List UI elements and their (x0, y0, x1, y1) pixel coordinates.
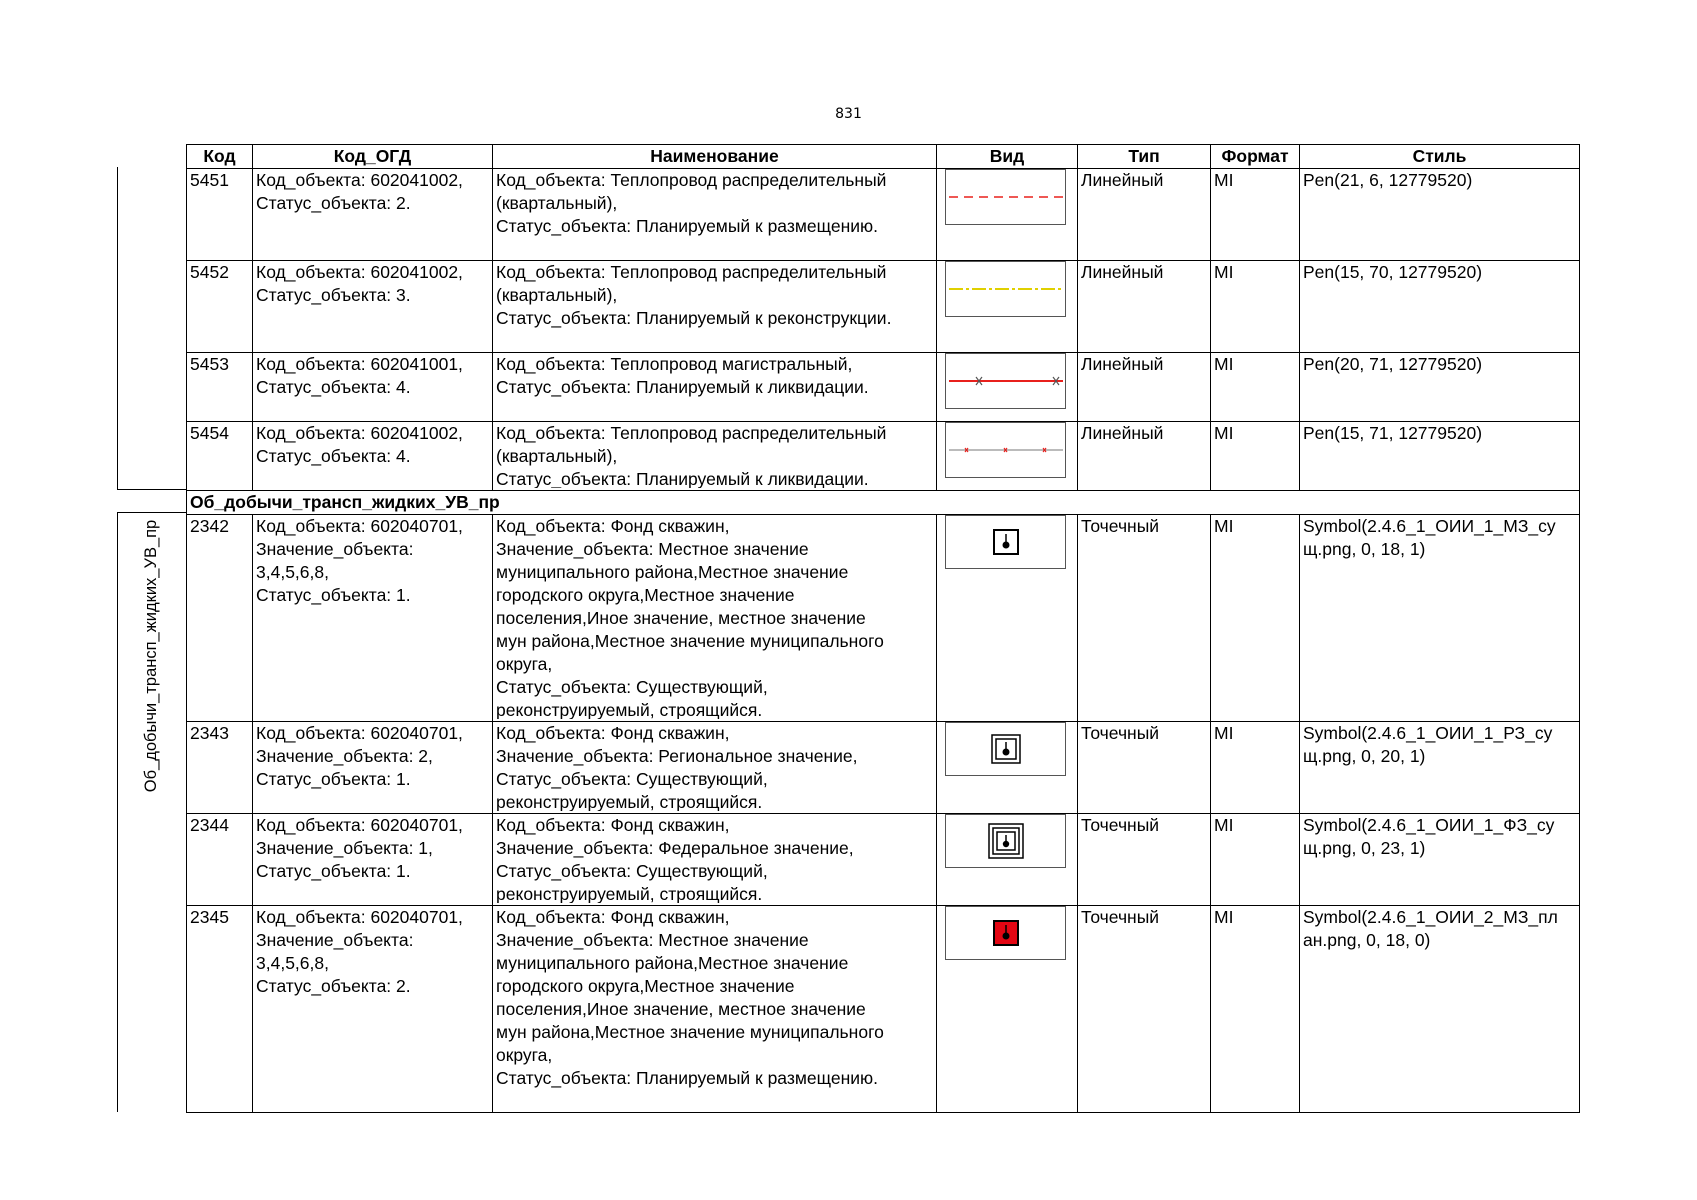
row-ogd: Код_объекта: 602041002, Статус_объекта: 2. (256, 170, 463, 213)
row-name: Код_объекта: Фонд скважин, Значение_объекта: Местное значение муниципального района,Местное значение городского округа,Местное значение поселения,Иное значение, местное значение мун района,Местное значение муниципального округа, Статус_объекта: Существующий, реконструируемый, строящийся. (496, 516, 884, 719)
row-name: Код_объекта: Теплопровод магистральный, Статус_объекта: Планируемый к ликвидации. (496, 354, 869, 397)
row-type: Точечный (1081, 516, 1160, 536)
row-style: Pen(20, 71, 12779520) (1303, 354, 1483, 374)
row-format: MI (1214, 723, 1234, 743)
header-style: Стиль (1300, 145, 1580, 169)
row-name: Код_объекта: Фонд скважин, Значение_объекта: Местное значение муниципального района,Местное значение городского округа,Местное значение поселения,Иное значение, местное значение мун района,Местное значение муниципального округа, Статус_объекта: Планируемый к размещению. (496, 907, 884, 1088)
row-format: MI (1214, 170, 1234, 190)
table-row (187, 353, 1580, 422)
row-ogd: Код_объекта: 602041002, Статус_объекта: 3. (256, 262, 463, 305)
row-code: 2342 (190, 516, 229, 536)
header-format: Формат (1211, 145, 1300, 169)
yellow-dashdot-line-icon (945, 261, 1066, 317)
well-symbol-regional-icon (945, 722, 1066, 776)
row-format: MI (1214, 262, 1234, 282)
row-format: MI (1214, 815, 1234, 835)
header-code: Код (187, 145, 253, 169)
row-type: Точечный (1081, 815, 1160, 835)
row-code: 2343 (190, 723, 229, 743)
row-ogd: Код_объекта: 602040701, Значение_объекта: 3,4,5,6,8, Статус_объекта: 2. (256, 907, 463, 996)
table-row (187, 722, 1580, 814)
row-ogd: Код_объекта: 602040701, Значение_объекта: 2, Статус_объекта: 1. (256, 723, 463, 789)
row-format: MI (1214, 516, 1234, 536)
row-format: MI (1214, 907, 1234, 927)
row-code: 5451 (190, 170, 229, 190)
row-style: Pen(21, 6, 12779520) (1303, 170, 1473, 190)
group-bracket-top (117, 167, 118, 490)
group-side-label (142, 485, 160, 827)
row-format: MI (1214, 354, 1234, 374)
row-code: 5452 (190, 262, 229, 282)
row-style: Symbol(2.4.6_1_ОИИ_1_ФЗ_су щ.png, 0, 23, 1) (1303, 815, 1555, 858)
row-code: 2344 (190, 815, 229, 835)
row-type: Точечный (1081, 723, 1160, 743)
row-style: Pen(15, 70, 12779520) (1303, 262, 1483, 282)
row-ogd: Код_объекта: 602040701, Значение_объекта: 1, Статус_объекта: 1. (256, 815, 463, 881)
group-side-label-text: Об_добычи_трансп_жидких_УВ_пр (142, 519, 160, 793)
row-format: MI (1214, 423, 1234, 443)
row-style: Symbol(2.4.6_1_ОИИ_2_МЗ_пл ан.png, 0, 18, 0) (1303, 907, 1558, 950)
well-symbol-federal-icon (945, 814, 1066, 868)
row-style: Symbol(2.4.6_1_ОИИ_1_МЗ_су щ.png, 0, 18, 1) (1303, 516, 1556, 559)
header-type: Тип (1078, 145, 1211, 169)
row-code: 5454 (190, 423, 229, 443)
header-ogd: Код_ОГД (253, 145, 493, 169)
table-row (187, 422, 1580, 491)
row-code: 2345 (190, 907, 229, 927)
red-dashed-line-icon (945, 169, 1066, 225)
row-type: Линейный (1081, 262, 1164, 282)
row-code: 5453 (190, 354, 229, 374)
row-name: Код_объекта: Теплопровод распределительный (квартальный), Статус_объекта: Планируемый к ликвидации. (496, 423, 887, 488)
row-type: Точечный (1081, 907, 1160, 927)
well-symbol-local-icon (945, 515, 1066, 569)
red-crossed-line-icon (945, 353, 1066, 409)
header-name: Наименование (493, 145, 937, 169)
group-bracket-bottom (117, 512, 118, 1112)
thin-crossed-line-icon (945, 422, 1066, 478)
row-name: Код_объекта: Фонд скважин, Значение_объекта: Региональное значение, Статус_объекта: Существующий, реконструируемый, строящийся. (496, 723, 858, 811)
row-name: Код_объекта: Фонд скважин, Значение_объекта: Федеральное значение, Статус_объекта: Существующий, реконструируемый, строящийся. (496, 815, 854, 903)
section-title: Об_добычи_трансп_жидких_УВ_пр (187, 491, 1580, 515)
row-ogd: Код_объекта: 602040701, Значение_объекта: 3,4,5,6,8, Статус_объекта: 1. (256, 516, 463, 605)
row-ogd: Код_объекта: 602041002, Статус_объекта: 4. (256, 423, 463, 466)
row-style: Symbol(2.4.6_1_ОИИ_1_РЗ_су щ.png, 0, 20, 1) (1303, 723, 1553, 766)
page-number: 831 (835, 106, 862, 122)
row-name: Код_объекта: Теплопровод распределительный (квартальный), Статус_объекта: Планируемый к размещению. (496, 170, 887, 236)
row-ogd: Код_объекта: 602041001, Статус_объекта: 4. (256, 354, 463, 397)
section-row (187, 491, 1580, 515)
header-view: Вид (937, 145, 1078, 169)
table-row (187, 261, 1580, 353)
row-type: Линейный (1081, 354, 1164, 374)
header-row (187, 145, 1580, 169)
legend-table (186, 144, 1580, 1113)
table-row (187, 169, 1580, 261)
table-row (187, 814, 1580, 906)
row-type: Линейный (1081, 423, 1164, 443)
row-name: Код_объекта: Теплопровод распределительный (квартальный), Статус_объекта: Планируемый к реконструкции. (496, 262, 892, 328)
row-style: Pen(15, 71, 12779520) (1303, 423, 1483, 443)
table-row (187, 515, 1580, 722)
well-symbol-planned-red-icon (945, 906, 1066, 960)
row-type: Линейный (1081, 170, 1164, 190)
table-row (187, 906, 1580, 1113)
